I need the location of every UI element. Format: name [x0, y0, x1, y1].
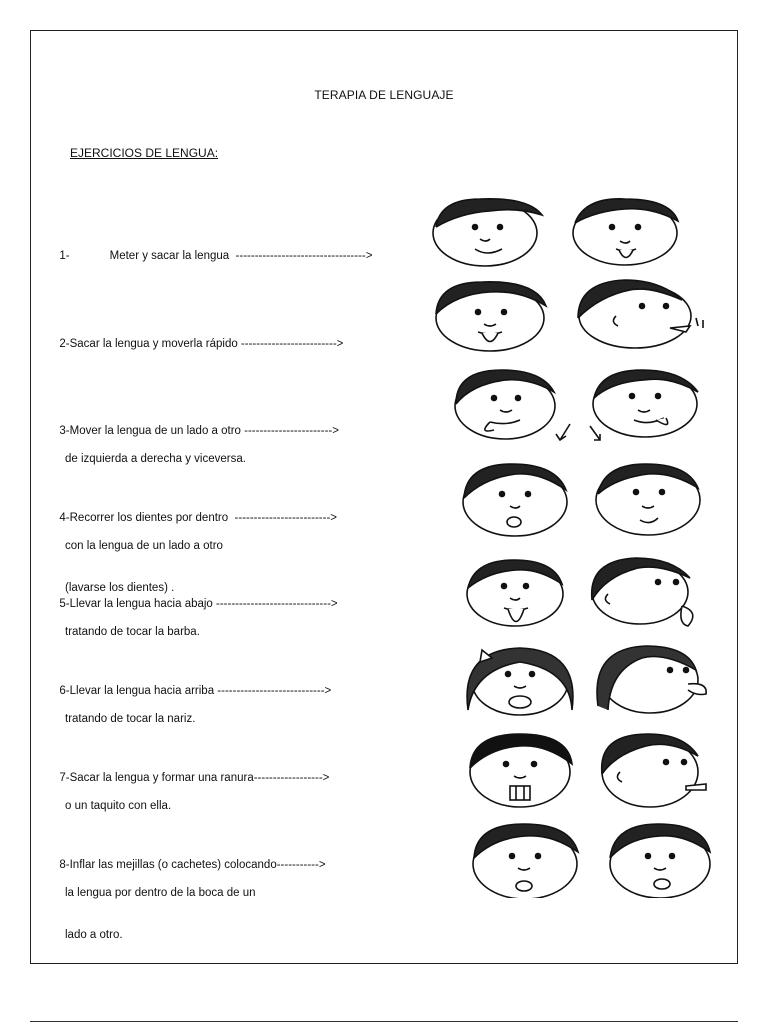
exercise-2 [53, 323, 343, 351]
face-pair-cheeks-icon [420, 818, 720, 898]
face-pair-teeth-clean-icon [420, 458, 720, 538]
exercise-8 [53, 844, 326, 956]
exercise-7-sub-1: o un taquito con ella. [65, 800, 172, 812]
exercise-4-sub-2: (lavarse los dientes) . [65, 582, 175, 594]
document-title: TERAPIA DE LENGUAJE [314, 88, 454, 102]
face-pair-tongue-in-out-icon [420, 193, 720, 273]
exercise-4-text: 4-Recorrer los dientes por dentro -------------------------> [59, 512, 337, 524]
face-pair-tongue-roll-icon [420, 730, 720, 810]
exercise-4-sub-1: con la lengua de un lado a otro [65, 540, 223, 552]
faces-illustration-6 [420, 640, 720, 720]
exercise-3 [53, 410, 339, 480]
exercise-8-text: 8-Inflar las mejillas (o cachetes) colocando-----------> [59, 859, 326, 871]
exercise-8-sub-2: lado a otro. [65, 929, 123, 941]
exercise-2-text: 2-Sacar la lengua y moverla rápido -------------------------> [59, 338, 344, 350]
section-heading: EJERCICIOS DE LENGUA: [70, 146, 219, 160]
exercise-7 [53, 757, 329, 827]
exercise-1-text: Meter y sacar la lengua ----------------------------------> [109, 250, 373, 262]
face-pair-tongue-up-icon [420, 640, 720, 720]
faces-illustration-3 [420, 364, 720, 444]
faces-illustration-5 [420, 554, 720, 634]
faces-illustration-2 [420, 276, 720, 356]
faces-illustration-7 [420, 730, 720, 810]
exercise-3-text: 3-Mover la lengua de un lado a otro -----------------------> [59, 425, 339, 437]
exercise-7-text: 7-Sacar la lengua y formar una ranura------------------> [59, 772, 330, 784]
exercise-5-sub-1: tratando de tocar la barba. [65, 626, 200, 638]
face-pair-tongue-down-icon [420, 554, 720, 634]
footer-rule [30, 1021, 738, 1022]
faces-illustration-1 [420, 193, 720, 273]
exercise-8-sub-1: la lengua por dentro de la boca de un [65, 887, 256, 899]
exercise-6 [53, 670, 331, 740]
faces-illustration-8 [420, 818, 720, 898]
exercise-6-sub-1: tratando de tocar la nariz. [65, 713, 196, 725]
exercise-5 [53, 583, 338, 653]
exercise-5-text: 5-Llevar la lengua hacia abajo ------------------------------> [59, 598, 338, 610]
exercise-1-number: 1- [59, 250, 70, 262]
faces-illustration-4 [420, 458, 720, 538]
face-pair-tongue-side-icon [420, 364, 720, 444]
exercise-1 [53, 235, 372, 263]
exercise-3-sub-1: de izquierda a derecha y viceversa. [65, 453, 246, 465]
face-pair-tongue-fast-icon [420, 276, 720, 356]
exercise-6-text: 6-Llevar la lengua hacia arriba ----------------------------> [59, 685, 332, 697]
